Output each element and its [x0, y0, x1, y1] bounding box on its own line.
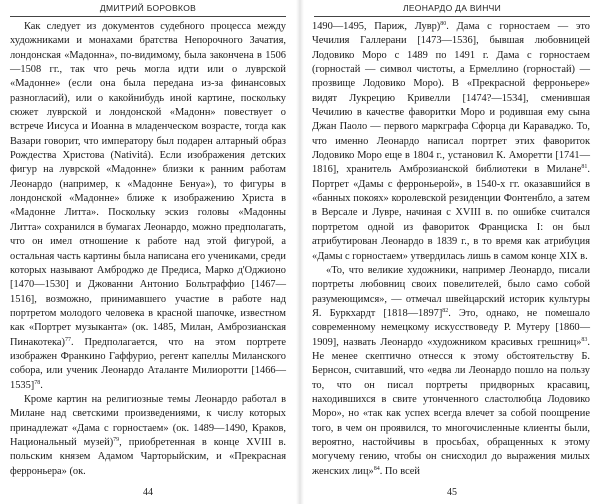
paragraph-text: . [40, 379, 43, 391]
left-page-body [10, 20, 286, 479]
paragraph-text: 1490—1495, Париж, Лувр) [312, 21, 441, 32]
footnote-ref: 79 [113, 436, 120, 443]
book-gutter [296, 0, 304, 504]
footnote-ref: 77 [64, 336, 71, 343]
paragraph-text: . Не менее скептично отнесся к этому обстоятельству Б. Бернсон, считавший, что «едва ли Леонардо пошло на пользу то, что он писал портреты придворных красавиц, находившихся в свите утонченного сластолюбца Лодовико Моро», но «так как успех всегда влечет за собой поощрение того, в чем он проявился, то многочисленные клиенты были, вероятно, настойчивы в просьбах, обращенных к этому могучему гению, чтобы он снисходил до выражения милых женских лиц» [312, 336, 590, 477]
page-number-right: 45 [447, 487, 457, 498]
page-number-left: 44 [143, 487, 153, 498]
paragraph-text: . По всей [379, 465, 420, 477]
paragraph [10, 393, 286, 479]
paragraph-text: «То, что великие художники, например Леонардо, писали портреты любовниц своих повелителей, было само собой разумеющимся», — отмечал швейцарский историк культуры Я. Буркхардт [1818—1897] [312, 264, 590, 319]
footnote-ref: 84 [373, 465, 380, 472]
footnote-ref: 80 [440, 21, 447, 27]
paragraph [312, 20, 590, 264]
left-page [0, 0, 296, 504]
paragraph-text: . Портрет «Дамы с ферроньерой», в 1540-х гг. оказавшийся в «банных покоях» королевской резиденции Фонтенбло, а затем в Версале и Лувре, начиная с XVIII в. по ошибке считался портретом одной из фавориток Франциска I: он был атрибутирован Леонардо в 1839 г., в то время как атрибуция «Дамы с горностаем» утвердилась лишь в самом конце XIX в. [312, 164, 590, 262]
paragraph-text: . Предполагается, что на этом портрете изображен Франкино Гаффурио, регент капеллы Миланского собора, или ученик Леонардо Аталанте Милиоротти [1466—1535] [10, 336, 286, 391]
paragraph [10, 20, 286, 393]
footnote-ref: 81 [581, 164, 588, 171]
header-rule-left [10, 16, 286, 17]
footnote-ref: 82 [442, 307, 449, 314]
running-header-left: ДМИТРИЙ БОРОВКОВ [99, 3, 197, 13]
footnote-ref: 83 [581, 336, 588, 343]
right-page [304, 0, 600, 504]
right-page-body [312, 20, 590, 479]
running-header-right: ЛЕОНАРДО ДА ВИНЧИ [402, 3, 502, 13]
paragraph-text: Кроме картин на религиозные темы Леонардо работал в Милане над светскими произведениями, к числу которых принадлежат «Дама с горностаем» (ок. 1489—1490, Краков, Национальный музей) [10, 393, 286, 448]
paragraph [312, 264, 590, 479]
header-rule-right [314, 16, 590, 17]
footnote-ref: 78 [34, 379, 41, 386]
paragraph-text: Как следует из документов судебного процесса между художниками и монахами братства Непорочного Зачатия, лондонская «Мадонна», по-видимому, была закончена в 1506—1508 гг., так что речь могла идти или о луврской «Мадонне» (если она была передана из-за финансовых разногласий), или о какойнибудь иной картине, поскольку сюжет луврской и лондонской «Мадонн» повествует о встрече Иисуса и Иоанна в младенческом возрасте, тогда как Вазари говорит, что императору был подарен алтарный образ Рождества Христова (Nativitá). Если изображения детских фигур на луврской «Мадонне» близки к ранним работам Леонардо (например, к «Мадонне Бенуа»), то фигуры в лондонской «Мадонне» ближе к изображению Христа в «Мадонне Литта». Поскольку эскиз головы «Мадонны Литта» сохранился в бумагах Леонардо, можно предполагать, что он имел отношение к работе над этой фигурой, а остальная часть картины была написана его учениками, среди которых называют Амброджо де Предиса, Марко д'Оджионо [1470—1530] и Джованни Антонио Больтраффио [1467—1516], возможно, принимавшего участие в работе над портретом молодого человека в красной шапочке, известном как «Портрет музыканта» (ок. 1485, Милан, Амброзианская Пинакотека) [10, 21, 286, 348]
paragraph-text: приобретенная в конце XVIII в. польским князем Адамом Чарторыйским, и «Прекрасная ферроньера» (ок. [10, 436, 286, 477]
paragraph-text: . Это, однако, не помешало современному немецкому искусствоведу Р. Мутеру [1860—1909], назвать Леонардо «художником красивых грешниц» [312, 307, 590, 348]
paragraph-text: , [119, 436, 122, 448]
paragraph-text: . Дама с горностаем — это Чечилия Галлерани [1473—1536], бывшая любовницей Лодовико Моро с 1489 по 1491 г. Дама с горностаем (горностай — символ чистоты, а Ермеллино (горностай) — прозвище Лодовико Моро). В «Прекрасной ферроньере» видят Лукрецию Кривелли [1474?—1534], сменившая Чечилию в качестве фаворитки Моро и родившая ему сына Джан Паоло — первого маркграфа Сфорца ди Караваджо. То, что именно Леонардо написал портрет этих фавориток Лодовико Моро еще в 1804 г., установил К. Аморетти [1741—1816], хранитель Амброзианской библиотеки в Милане [312, 21, 590, 176]
